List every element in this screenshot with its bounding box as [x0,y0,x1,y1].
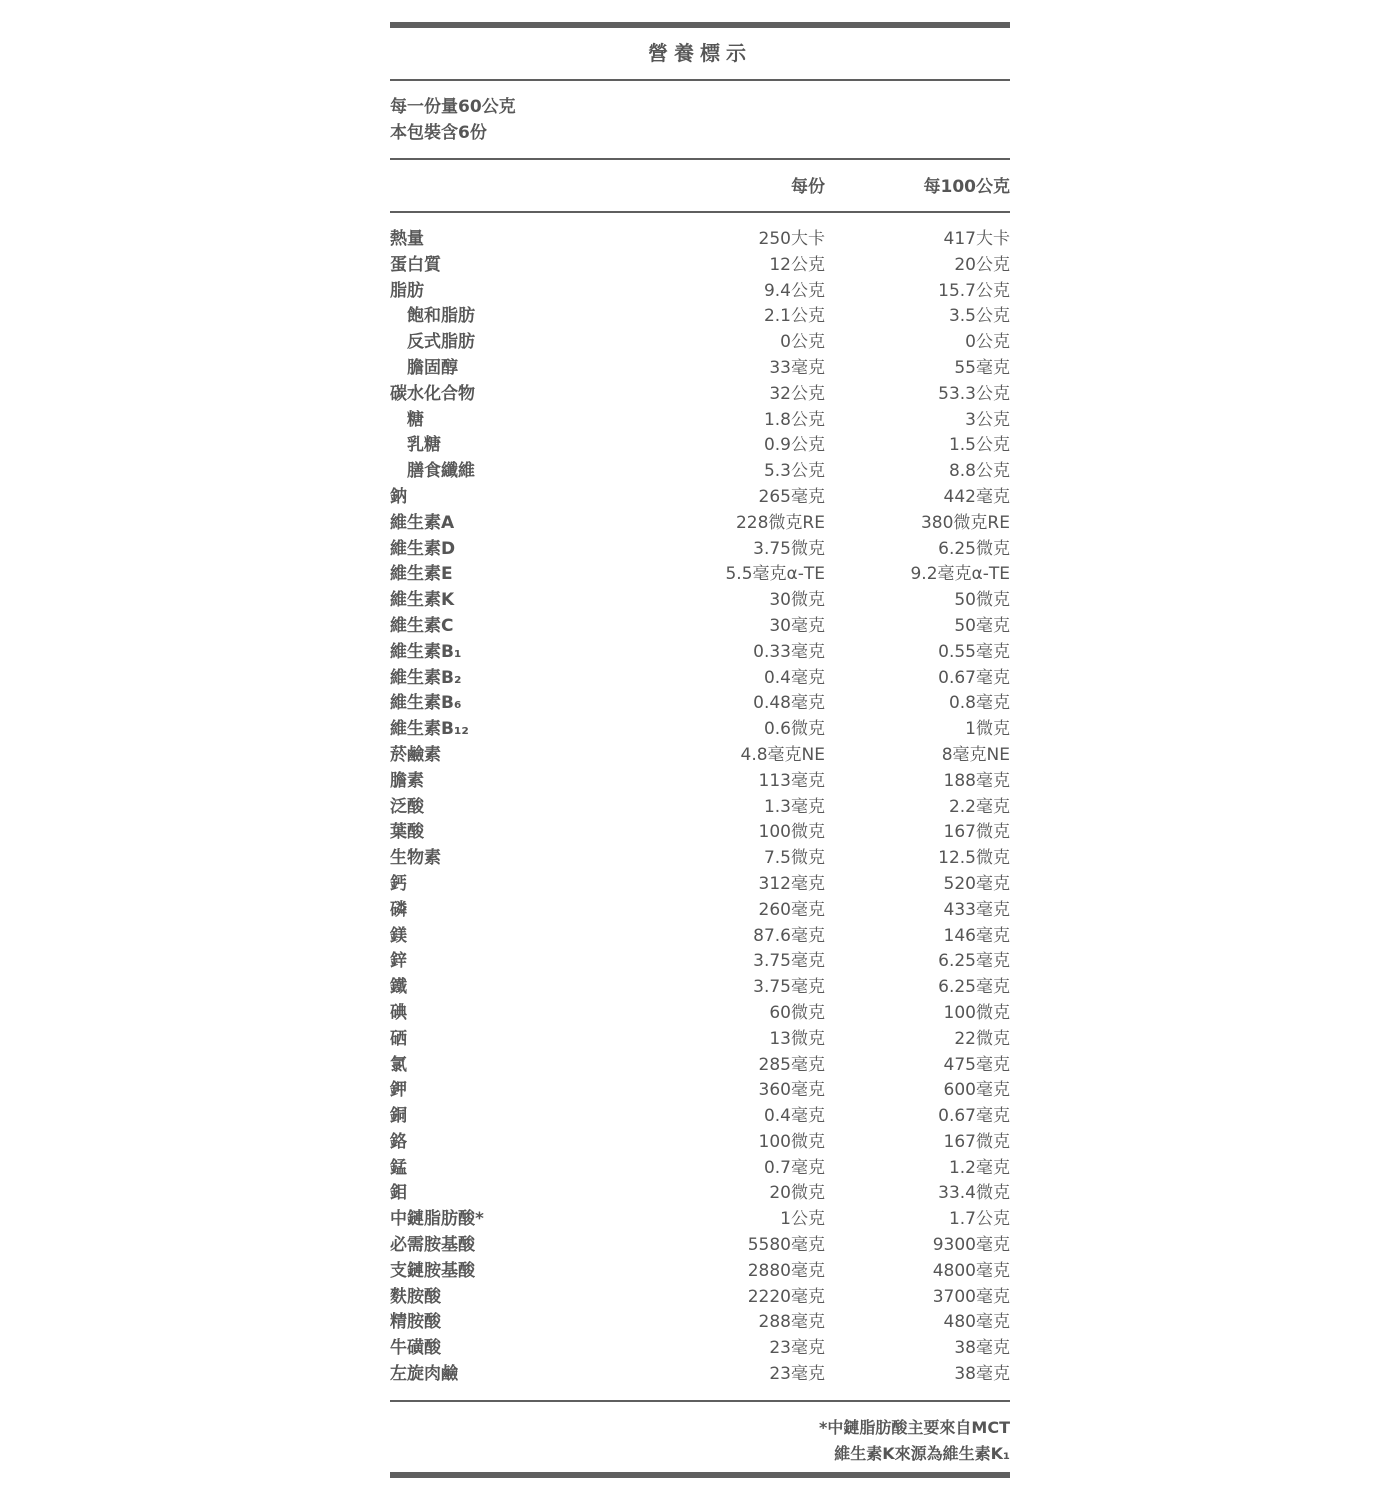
per-100g-value: 8.8公克 [948,461,1010,482]
column-header-per-serving: 每份 [791,177,825,197]
nutrient-name: 膳食纖維 [407,461,475,482]
nutrient-name: 精胺酸 [390,1312,441,1333]
table-row [390,665,1010,691]
per-100g-value: 0.8毫克 [948,693,1010,714]
per-100g-value: 1微克 [965,719,1010,740]
per-100g-value: 433毫克 [943,899,1010,920]
per-100g-value: 475毫克 [943,1054,1010,1075]
per-serving-value: 23毫克 [769,1338,825,1359]
table-row [390,794,1010,820]
per-serving-value: 0.33毫克 [753,641,825,662]
table-row [390,226,1010,252]
table-row [390,1155,1010,1181]
nutrient-name: 葉酸 [390,822,424,843]
per-100g-value: 417大卡 [943,229,1010,249]
per-serving-value: 5580毫克 [747,1235,825,1256]
nutrient-name: 脂肪 [390,280,424,301]
per-serving-value: 288毫克 [758,1312,825,1333]
table-row [390,897,1010,923]
per-serving-value: 32公克 [769,383,825,404]
nutrient-name: 鉻 [390,1131,407,1152]
per-100g-value: 3公克 [965,409,1010,430]
per-serving-value: 312毫克 [758,873,825,894]
per-serving-value: 23毫克 [769,1364,825,1385]
per-100g-value: 33.4微克 [938,1183,1010,1204]
serving-divider [390,158,1010,160]
per-100g-value: 22微克 [954,1028,1010,1049]
per-serving-value: 113毫克 [758,770,825,791]
nutrient-name: 維生素K [390,590,455,611]
per-100g-value: 6.25毫克 [938,951,1010,972]
nutrient-name: 鉀 [390,1080,407,1101]
nutrient-name: 鋅 [390,951,407,972]
table-row [390,329,1010,355]
table-row [390,252,1010,278]
per-100g-value: 380微克RE [920,512,1010,533]
table-row [390,355,1010,381]
per-serving-value: 1.8公克 [763,409,825,430]
per-serving-value: 9.4公克 [763,280,825,301]
nutrient-name: 麩胺酸 [390,1286,441,1307]
per-serving-value: 87.6毫克 [753,925,825,946]
table-row [390,1361,1010,1387]
serving-size: 每一份量60公克 [390,97,516,117]
per-100g-value: 9.2毫克α-TE [910,564,1010,585]
label-title: 營養標示 [648,41,752,65]
nutrient-name: 菸鹼素 [390,744,441,765]
table-row [390,536,1010,562]
title-divider [390,79,1010,81]
nutrient-name: 氯 [390,1054,407,1075]
nutrient-table [390,226,1010,1387]
per-serving-value: 0.6微克 [763,719,825,740]
per-serving-value: 3.75毫克 [753,977,825,998]
per-100g-value: 146毫克 [943,925,1010,946]
table-row [390,1309,1010,1335]
table-row [390,458,1010,484]
per-100g-value: 188毫克 [943,770,1010,791]
per-serving-value: 13微克 [769,1028,825,1049]
table-row [390,768,1010,794]
per-100g-value: 480毫克 [943,1312,1010,1333]
per-100g-value: 2.2毫克 [948,796,1010,817]
nutrient-name: 膽素 [390,770,424,791]
footnote-mct: *中鏈脂肪酸主要來自MCT [819,1418,1010,1437]
nutrient-name: 膽固醇 [407,357,458,378]
nutrient-name: 反式脂肪 [407,332,475,353]
nutrient-name: 銅 [390,1106,407,1127]
per-serving-value: 360毫克 [758,1080,825,1101]
per-100g-value: 3700毫克 [932,1286,1010,1307]
per-serving-value: 0公克 [780,332,825,353]
per-100g-value: 8毫克NE [941,744,1010,765]
nutrient-name: 碳水化合物 [390,383,475,404]
per-100g-value: 20公克 [954,254,1010,275]
nutrient-name: 泛酸 [390,796,424,817]
table-row [390,639,1010,665]
per-serving-value: 12公克 [769,254,825,275]
table-row [390,278,1010,304]
table-row [390,948,1010,974]
per-serving-value: 1.3毫克 [763,796,825,817]
per-serving-value: 20微克 [769,1183,825,1204]
table-row [390,407,1010,433]
table-row [390,1284,1010,1310]
nutrient-name: 飽和脂肪 [407,306,475,327]
nutrient-name: 左旋肉鹼 [390,1364,458,1385]
table-row [390,1180,1010,1206]
per-serving-value: 2880毫克 [747,1260,825,1281]
per-100g-value: 4800毫克 [932,1260,1010,1281]
table-row [390,716,1010,742]
per-serving-value: 100微克 [758,822,825,843]
nutrient-name: 必需胺基酸 [390,1235,475,1256]
per-100g-value: 50微克 [954,590,1010,611]
per-100g-value: 1.7公克 [948,1209,1010,1230]
table-row [390,871,1010,897]
nutrient-name: 中鏈脂肪酸* [390,1209,484,1230]
per-100g-value: 1.5公克 [948,435,1010,456]
per-serving-value: 265毫克 [758,486,825,507]
table-row [390,561,1010,587]
per-100g-value: 15.7公克 [938,280,1010,301]
per-serving-value: 5.3公克 [763,461,825,482]
table-row [390,1258,1010,1284]
table-row [390,819,1010,845]
per-serving-value: 3.75毫克 [753,951,825,972]
table-row [390,1052,1010,1078]
nutrition-label [390,22,1010,1478]
per-100g-value: 1.2毫克 [948,1157,1010,1178]
per-serving-value: 0.4毫克 [763,1106,825,1127]
nutrient-name: 碘 [390,1002,407,1023]
nutrient-name: 維生素B₁ [390,641,462,662]
table-row [390,1103,1010,1129]
nutrient-name: 糖 [407,409,424,430]
nutrient-name: 維生素B₂ [390,667,462,688]
top-rule [390,22,1010,28]
nutrient-name: 支鏈胺基酸 [390,1260,475,1281]
per-serving-value: 0.4毫克 [763,667,825,688]
per-serving-value: 7.5微克 [763,848,825,869]
table-row [390,432,1010,458]
per-100g-value: 100微克 [943,1002,1010,1023]
per-serving-value: 3.75微克 [753,538,825,559]
per-serving-value: 1公克 [780,1209,825,1230]
table-row [390,1232,1010,1258]
per-serving-value: 60微克 [769,1002,825,1023]
per-serving-value: 250大卡 [758,229,825,249]
per-serving-value: 0.9公克 [763,435,825,456]
table-row [390,1026,1010,1052]
per-100g-value: 3.5公克 [948,306,1010,327]
nutrient-name: 鐵 [390,977,407,998]
table-row [390,1129,1010,1155]
per-100g-value: 6.25微克 [938,538,1010,559]
nutrient-name: 蛋白質 [390,254,441,275]
header-divider [390,211,1010,213]
table-row [390,1206,1010,1232]
nutrient-name: 鎂 [390,925,407,946]
table-row [390,484,1010,510]
column-header-per-100g: 每100公克 [923,177,1010,197]
per-serving-value: 228微克RE [735,512,825,533]
per-serving-value: 2220毫克 [747,1286,825,1307]
per-100g-value: 55毫克 [954,357,1010,378]
per-serving-value: 260毫克 [758,899,825,920]
per-serving-value: 30毫克 [769,615,825,636]
table-row [390,923,1010,949]
per-100g-value: 520毫克 [943,873,1010,894]
servings-per-pack: 本包裝含6份 [390,123,487,143]
per-100g-value: 9300毫克 [932,1235,1010,1256]
per-serving-value: 4.8毫克NE [740,744,825,765]
per-100g-value: 167微克 [943,1131,1010,1152]
nutrient-name: 熱量 [390,229,424,249]
per-serving-value: 2.1公克 [763,306,825,327]
table-row [390,303,1010,329]
table-row [390,845,1010,871]
per-serving-value: 100微克 [758,1131,825,1152]
table-row [390,1335,1010,1361]
table-row [390,381,1010,407]
nutrient-name: 維生素D [390,538,456,559]
nutrient-name: 鈉 [390,486,407,507]
per-100g-value: 38毫克 [954,1364,1010,1385]
per-100g-value: 0.67毫克 [938,1106,1010,1127]
per-100g-value: 53.3公克 [938,383,1010,404]
table-row [390,1077,1010,1103]
per-serving-value: 0.7毫克 [763,1157,825,1178]
per-serving-value: 30微克 [769,590,825,611]
per-100g-value: 38毫克 [954,1338,1010,1359]
nutrient-name: 牛磺酸 [390,1338,441,1359]
nutrient-name: 維生素A [390,512,455,533]
per-serving-value: 5.5毫克α-TE [725,564,825,585]
per-100g-value: 6.25毫克 [938,977,1010,998]
table-row [390,613,1010,639]
per-100g-value: 0.67毫克 [938,667,1010,688]
table-row [390,587,1010,613]
per-serving-value: 33毫克 [769,357,825,378]
table-row [390,974,1010,1000]
per-serving-value: 0.48毫克 [753,693,825,714]
nutrient-name: 磷 [390,899,407,920]
per-100g-value: 50毫克 [954,615,1010,636]
nutrient-name: 硒 [390,1028,407,1049]
bottom-rule [390,1472,1010,1478]
per-100g-value: 167微克 [943,822,1010,843]
nutrient-name: 錳 [390,1157,407,1178]
per-serving-value: 285毫克 [758,1054,825,1075]
per-100g-value: 0公克 [965,332,1010,353]
nutrient-name: 維生素B₁₂ [390,719,469,740]
table-row [390,742,1010,768]
per-100g-value: 12.5微克 [938,848,1010,869]
table-row [390,1000,1010,1026]
nutrient-name: 維生素C [390,615,454,636]
per-100g-value: 442毫克 [943,486,1010,507]
footer-divider [390,1400,1010,1402]
table-row [390,510,1010,536]
nutrient-name: 鈣 [390,873,407,894]
nutrient-name: 維生素B₆ [390,693,462,714]
footnote-vitamin-k: 維生素K來源為維生素K₁ [834,1444,1010,1463]
per-100g-value: 600毫克 [943,1080,1010,1101]
table-row [390,690,1010,716]
nutrient-name: 維生素E [390,564,453,585]
nutrient-name: 乳糖 [407,435,441,456]
nutrient-name: 鉬 [390,1183,407,1204]
per-100g-value: 0.55毫克 [938,641,1010,662]
nutrient-name: 生物素 [390,848,441,869]
